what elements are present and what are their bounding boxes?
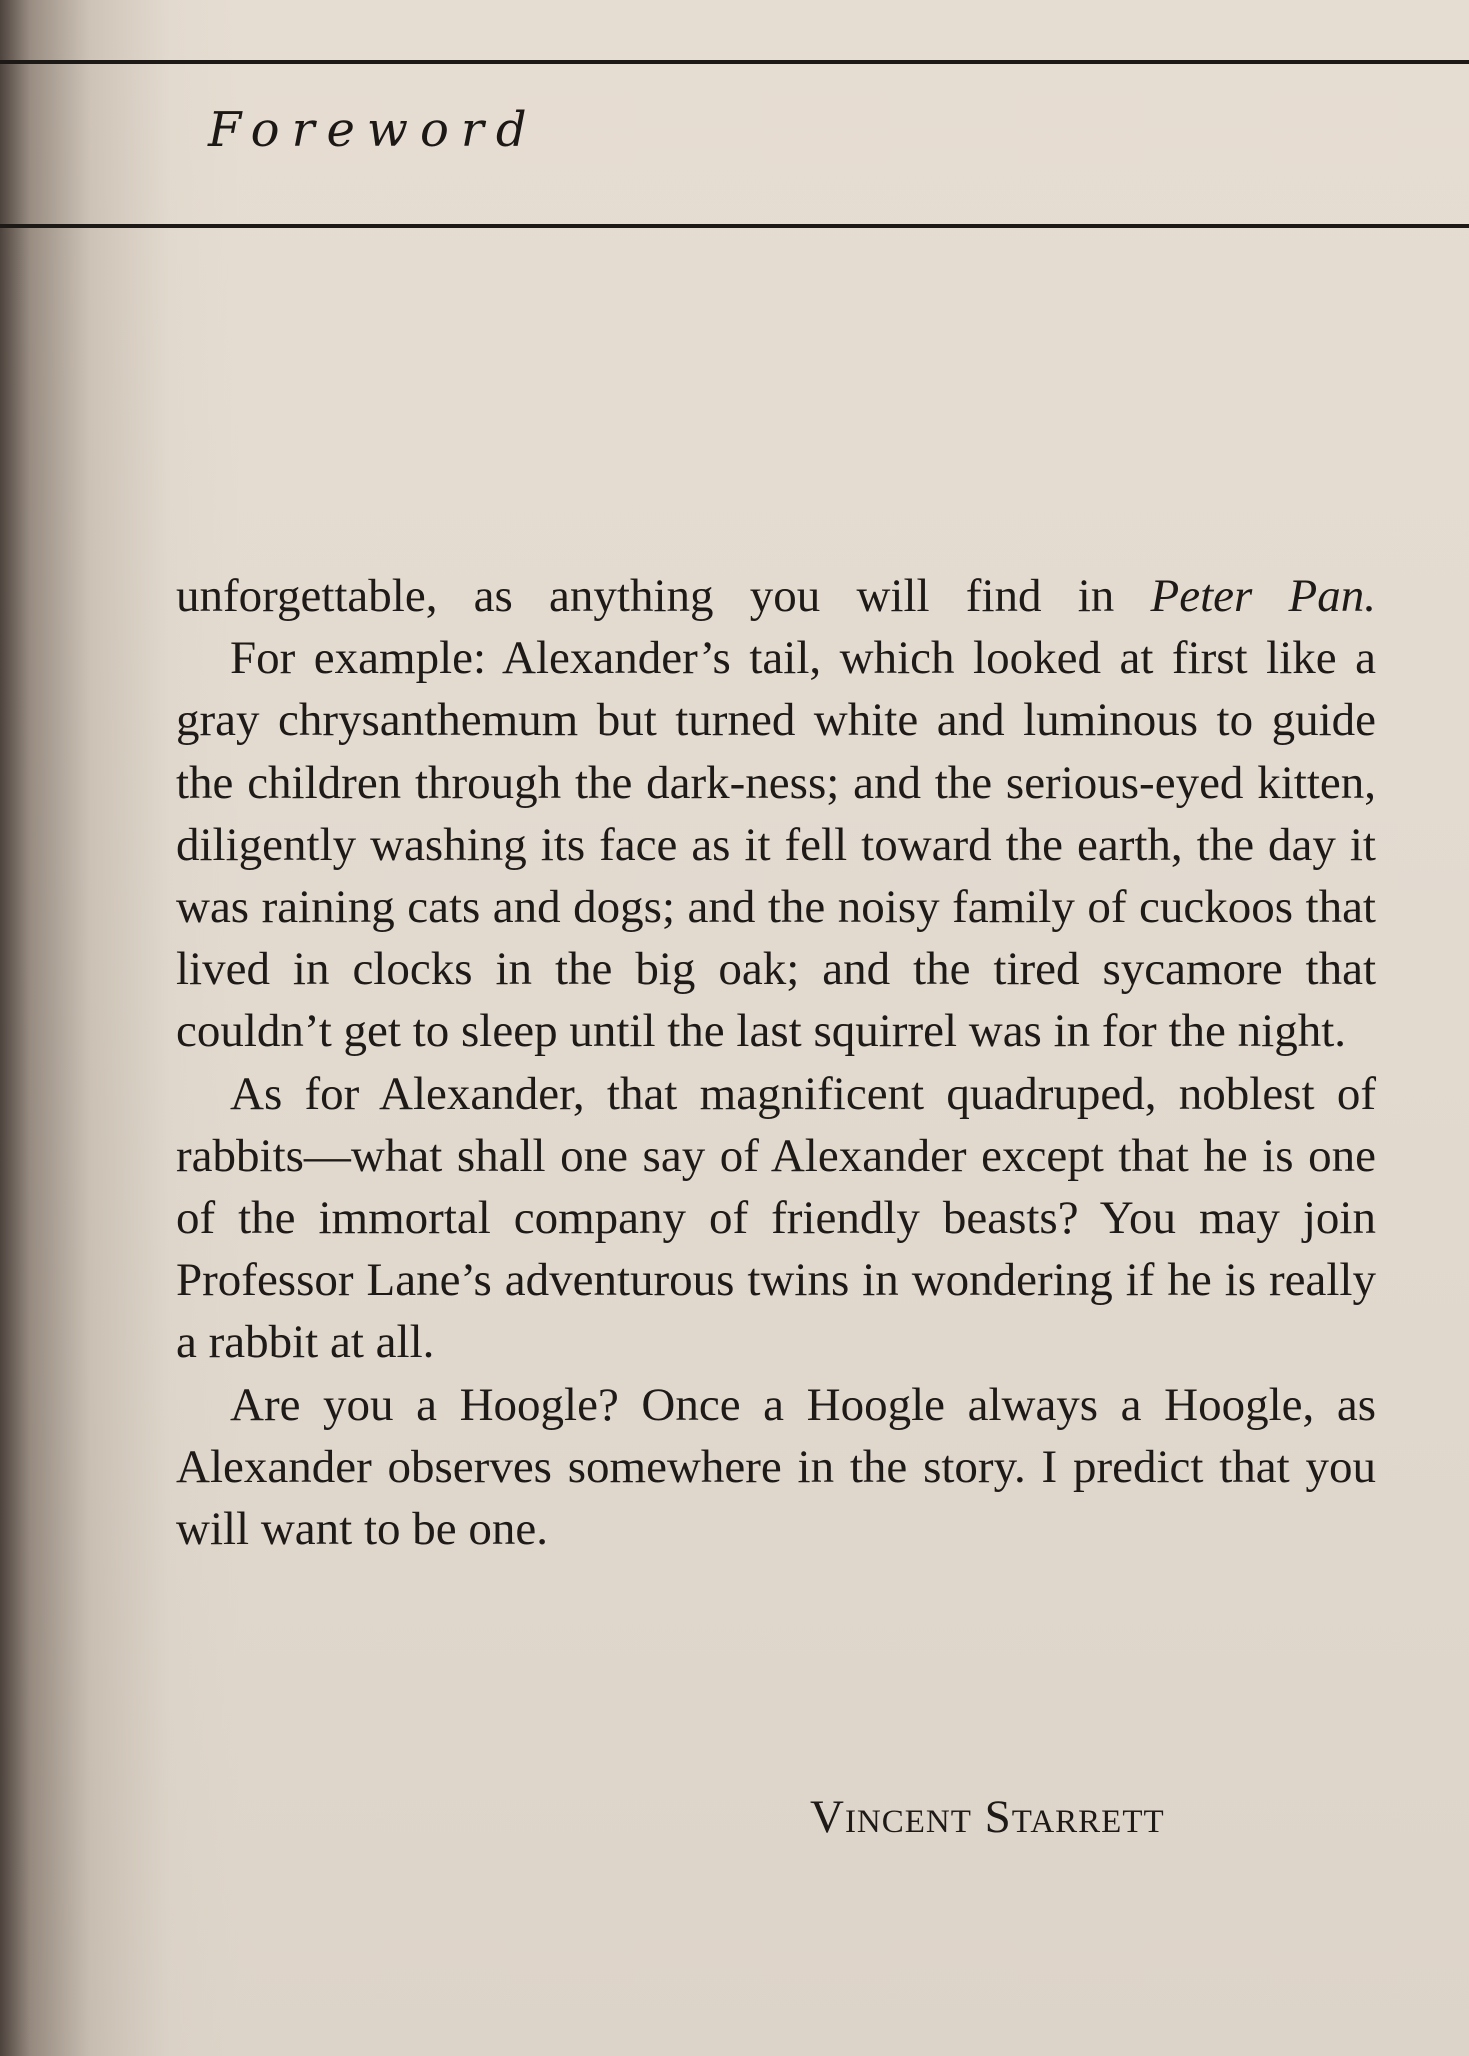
author-signature: Vincent Starrett <box>810 1791 1165 1843</box>
paragraph-1 <box>176 565 1376 627</box>
running-head: Foreword <box>208 102 539 158</box>
paragraph-2: For example: Alexander’s tail, which looked at first like a gray chrysanthemum but turned white and luminous to guide the children through the dark-ness; and the serious-eyed kitten, diligently washing its face as it fell toward the earth, the day it was raining cats and dogs; and the noisy family of cuckoos that lived in clocks in the big oak; and the tired sycamore that couldn’t get to sleep until the last squirrel was in for the night. <box>176 632 1376 1058</box>
paragraph-4: Are you a Hoogle? Once a Hoogle always a Hoogle, as Alexander observes somewhere in the story. I predict that you will want to be one. <box>176 1378 1376 1556</box>
foreword-body <box>176 565 1376 1560</box>
paragraph-3: As for Alexander, that magnificent quadruped, noblest of rabbits—what shall one say of Alexander except that he is one of the immortal company of friendly beasts? You may join Professor Lane’s adventurous twins in wondering if he is really a rabbit at all. <box>176 1067 1376 1369</box>
book-title-peter-pan: Peter Pan. <box>1150 570 1376 622</box>
paragraph-1-text: unforgettable, as anything you will find in <box>176 570 1151 622</box>
header-bottom-rule <box>0 224 1469 228</box>
header-top-rule <box>0 60 1469 64</box>
